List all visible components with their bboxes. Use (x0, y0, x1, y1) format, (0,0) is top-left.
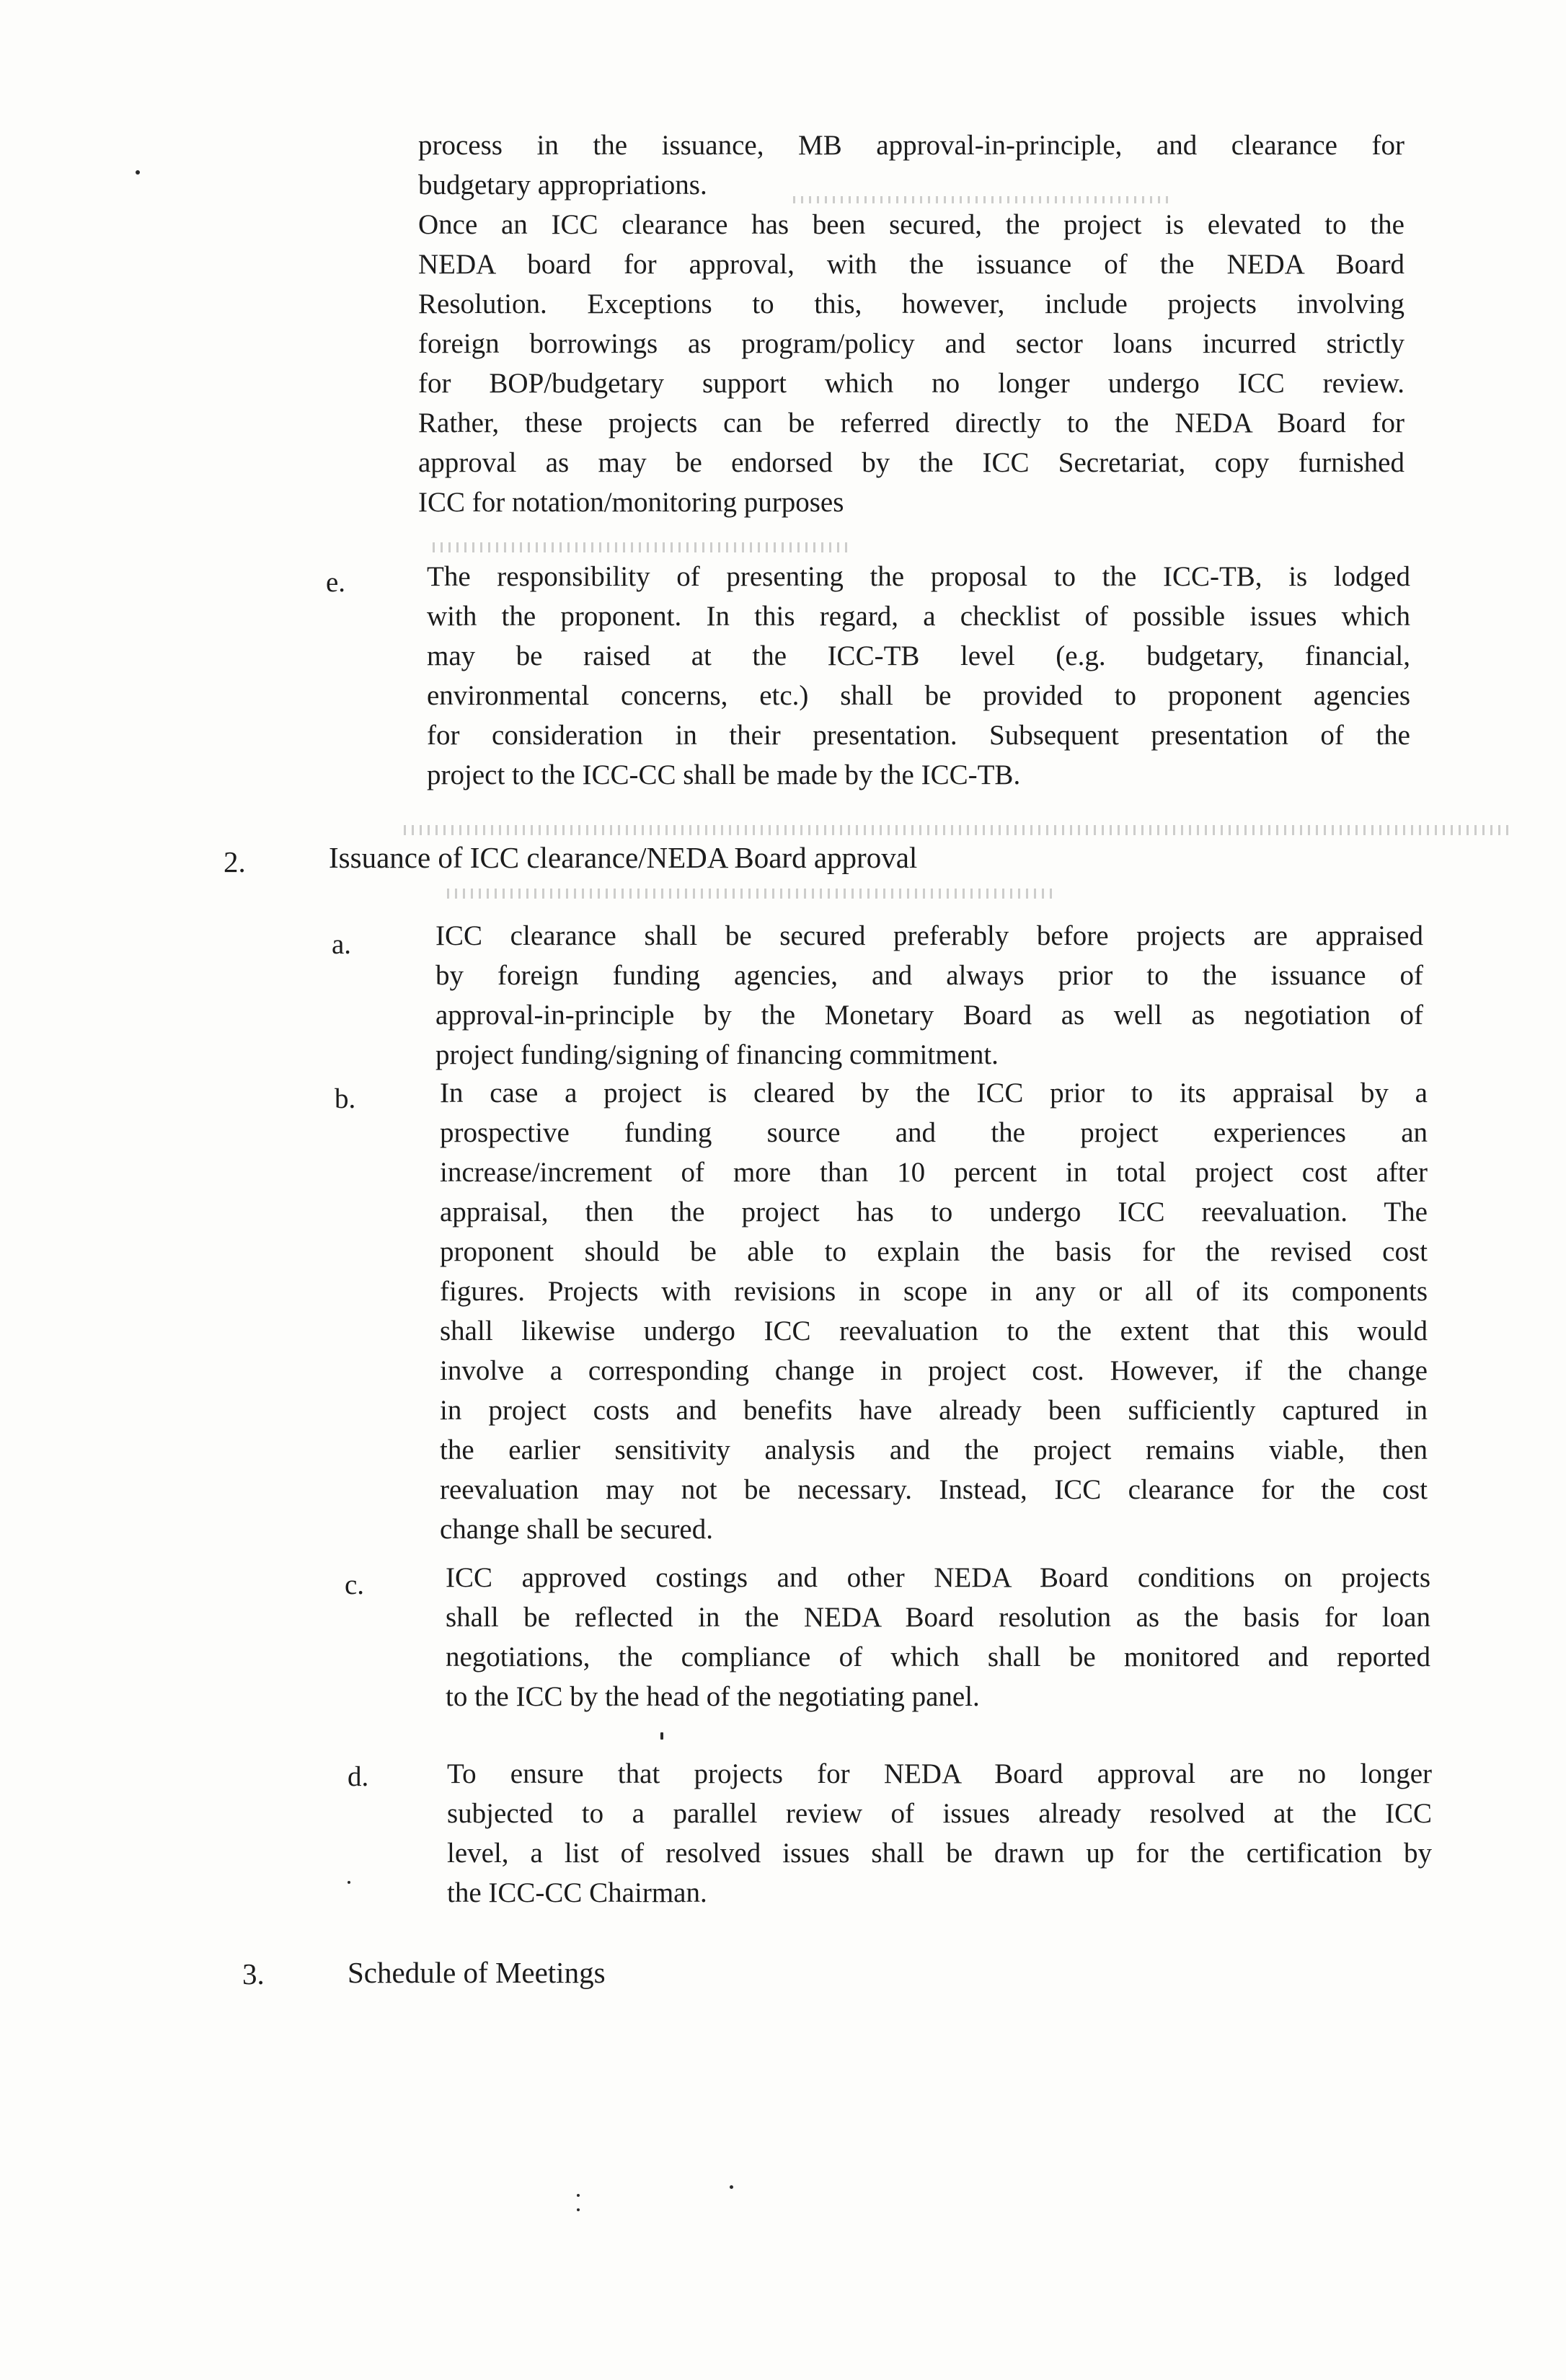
text-line: ICC clearance shall be secured preferably before projects are appraised (435, 920, 1423, 951)
item-e-label: e. (326, 567, 346, 598)
section-3-number: 3. (242, 1957, 265, 1991)
text-line: process in the issuance, MB approval-in-principle, and clearance for (418, 130, 1404, 161)
section-3-title: Schedule of Meetings (348, 1956, 606, 1989)
text-line: for consideration in their presentation. Subsequent presentation of the (427, 720, 1410, 751)
text-line: ICC for notation/monitoring purposes (418, 487, 844, 518)
text-line: shall likewise undergo ICC reevaluation to the extent that this would (440, 1315, 1428, 1347)
text-line: proponent should be able to explain the basis for the revised cost (440, 1236, 1428, 1267)
text-line: project funding/signing of financing commitment. (435, 1039, 999, 1070)
text-line: figures. Projects with revisions in scope in any or all of its components (440, 1276, 1428, 1307)
text-line: foreign borrowings as program/policy and sector loans incurred strictly (418, 328, 1404, 359)
text-line: Once an ICC clearance has been secured, the project is elevated to the (418, 209, 1404, 240)
text-line: with the proponent. In this regard, a checklist of possible issues which (427, 601, 1410, 632)
item-a-text (435, 916, 1423, 1075)
text-line: The responsibility of presenting the proposal to the ICC-TB, is lodged (427, 561, 1410, 592)
item-c-label: c. (345, 1569, 365, 1600)
item-d-continuation (418, 125, 1404, 522)
scan-speck (577, 2194, 580, 2197)
text-line: change shall be secured. (440, 1514, 713, 1545)
scan-speck (577, 2208, 580, 2211)
scan-speck (730, 2185, 733, 2189)
item-c-text (446, 1558, 1430, 1716)
text-line: level, a list of resolved issues shall be drawn up for the certification by (447, 1838, 1432, 1869)
scan-noise (433, 542, 851, 552)
text-line: subjected to a parallel review of issues already resolved at the ICC (447, 1798, 1432, 1829)
text-line: To ensure that projects for NEDA Board approval are no longer (447, 1758, 1432, 1789)
item-d-text (447, 1754, 1432, 1913)
text-line: shall be reflected in the NEDA Board resolution as the basis for loan (446, 1602, 1430, 1633)
text-line: negotiations, the compliance of which shall be monitored and reported (446, 1641, 1430, 1672)
text-line: approval-in-principle by the Monetary Board as well as negotiation of (435, 1000, 1423, 1031)
text-line: environmental concerns, etc.) shall be provided to proponent agencies (427, 680, 1410, 711)
text-line: increase/increment of more than 10 percent in total project cost after (440, 1157, 1428, 1188)
scan-speck (348, 1881, 350, 1884)
item-b-label: b. (335, 1083, 356, 1114)
text-line: by foreign funding agencies, and always prior to the issuance of (435, 960, 1423, 991)
text-line: ICC approved costings and other NEDA Board conditions on projects (446, 1562, 1430, 1593)
scan-speck (136, 170, 140, 175)
item-a-label: a. (332, 929, 352, 960)
text-line: appraisal, then the project has to undergo ICC reevaluation. The (440, 1196, 1428, 1228)
item-d-label: d. (348, 1761, 369, 1792)
scan-noise (404, 825, 1514, 835)
item-b-text (440, 1073, 1428, 1549)
text-line: In case a project is cleared by the ICC prior to its appraisal by a (440, 1077, 1428, 1109)
scan-speck (660, 1732, 663, 1740)
text-line: Resolution. Exceptions to this, however, include projects involving (418, 288, 1404, 319)
section-2-number: 2. (224, 845, 246, 878)
section-2-title: Issuance of ICC clearance/NEDA Board approval (329, 841, 918, 874)
text-line: for BOP/budgetary support which no longer undergo ICC review. (418, 368, 1404, 399)
text-line: the ICC-CC Chairman. (447, 1877, 707, 1908)
text-line: may be raised at the ICC-TB level (e.g. budgetary, financial, (427, 640, 1410, 671)
text-line: NEDA board for approval, with the issuance of the NEDA Board (418, 249, 1404, 280)
text-line: budgetary appropriations. (418, 169, 707, 200)
item-e-text (427, 557, 1410, 795)
text-line: the earlier sensitivity analysis and the project remains viable, then (440, 1434, 1428, 1466)
text-line: involve a corresponding change in project cost. However, if the change (440, 1355, 1428, 1386)
text-line: approval as may be endorsed by the ICC Secretariat, copy furnished (418, 447, 1404, 478)
text-line: in project costs and benefits have already been sufficiently captured in (440, 1395, 1428, 1426)
text-line: prospective funding source and the project experiences an (440, 1117, 1428, 1148)
text-line: to the ICC by the head of the negotiating panel. (446, 1681, 980, 1712)
scan-noise (447, 889, 1053, 899)
text-line: project to the ICC-CC shall be made by the ICC-TB. (427, 759, 1021, 790)
text-line: reevaluation may not be necessary. Instead, ICC clearance for the cost (440, 1474, 1428, 1505)
text-line: Rather, these projects can be referred directly to the NEDA Board for (418, 407, 1404, 438)
